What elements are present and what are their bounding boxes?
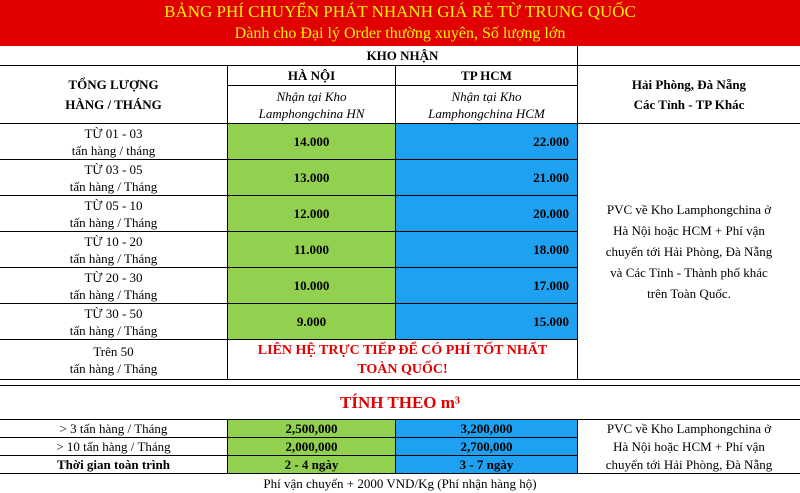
table-row-label: [0, 232, 228, 268]
note-line: trên Toàn Quốc.: [647, 286, 731, 301]
hanoi-price: 10.000: [228, 268, 396, 304]
row-unit: tấn hàng / Tháng: [69, 360, 158, 376]
table-row-label: [0, 196, 228, 232]
note-line: chuyển tới Hải Phòng, Đà Nẵng: [605, 244, 773, 259]
table-row-label: [0, 268, 228, 304]
header-blank-right: [578, 46, 800, 66]
other-line1: Hải Phòng, Đà Nẵng: [631, 76, 747, 92]
row-range: TỪ 05 - 10: [84, 197, 143, 213]
tong-luong-line2: HÀNG / THÁNG: [65, 96, 162, 112]
hanoi-subheader: [228, 86, 396, 124]
row-unit: tấn hàng / Tháng: [69, 178, 158, 194]
hanoi-price: 9.000: [228, 304, 396, 340]
transit-time-label: Thời gian toàn trình: [0, 456, 228, 474]
note-line: chuyển tới Hải Phòng, Đà Nẵng: [605, 457, 773, 472]
row-range: TỪ 10 - 20: [84, 233, 143, 249]
banner: [0, 0, 800, 46]
transit-time-hcm: 3 - 7 ngày: [396, 456, 578, 474]
other-line2: Các Tỉnh - TP Khác: [633, 96, 745, 112]
contact-line1: LIÊN HỆ TRỰC TIẾP ĐỂ CÓ PHÍ TỐT NHẤT: [257, 342, 548, 358]
hanoi-header: HÀ NỘI: [228, 66, 396, 86]
hanoi-price: 11.000: [228, 232, 396, 268]
tong-luong-header: [0, 66, 228, 124]
row-range: Trên 50: [93, 343, 134, 359]
note-line: PVC về Kho Lamphongchina ở: [606, 202, 772, 217]
m3-hcm-price: 3,200,000: [396, 420, 578, 438]
row-range: TỪ 30 - 50: [84, 305, 143, 321]
footer-note: Phí vận chuyển + 2000 VND/Kg (Phí nhận hàng hộ): [263, 476, 537, 491]
contact-message: [228, 340, 578, 380]
row-unit: tấn hàng / Tháng: [69, 286, 158, 302]
hcm-subheader: [396, 86, 578, 124]
row-range: TỪ 20 - 30: [84, 269, 143, 285]
table-row-label: [0, 124, 228, 160]
hanoi-sub-line2: Lamphongchina HN: [258, 105, 365, 121]
row-unit: tấn hàng / Tháng: [69, 322, 158, 338]
delivery-note: [578, 124, 800, 380]
contact-line2: TOÀN QUỐC!: [357, 361, 448, 377]
hcm-price: 18.000: [396, 232, 578, 268]
hanoi-price: 13.000: [228, 160, 396, 196]
table-row-label: [0, 340, 228, 380]
note-line: PVC về Kho Lamphongchina ở: [606, 421, 772, 436]
hanoi-sub-line1: Nhận tại Kho: [276, 88, 347, 104]
row-range: TỪ 01 - 03: [84, 125, 143, 141]
banner-subtitle: Dành cho Đại lý Order thường xuyên, Số lượng lớn: [234, 25, 566, 42]
m3-hcm-price: 2,700,000: [396, 438, 578, 456]
table-row-label: [0, 304, 228, 340]
note-line: và Các Tỉnh - Thành phố khác: [610, 265, 768, 280]
hcm-header: TP HCM: [396, 66, 578, 86]
delivery-note-m3: [578, 420, 800, 474]
hcm-price: 17.000: [396, 268, 578, 304]
row-unit: tấn hàng / tháng: [71, 142, 156, 158]
m3-title: TÍNH THEO m³: [0, 386, 800, 420]
hcm-sub-line1: Nhận tại Kho: [451, 88, 522, 104]
m3-hanoi-price: 2,000,000: [228, 438, 396, 456]
hcm-price: 22.000: [396, 124, 578, 160]
hcm-sub-line2: Lamphongchina HCM: [428, 105, 545, 121]
hanoi-price: 12.000: [228, 196, 396, 232]
header-blank: [0, 46, 228, 66]
hanoi-price: 14.000: [228, 124, 396, 160]
note-line: Hà Nội hoặc HCM + Phí vận: [613, 223, 765, 238]
hcm-price: 20.000: [396, 196, 578, 232]
m3-hanoi-price: 2,500,000: [228, 420, 396, 438]
other-provinces-header: [578, 66, 800, 124]
row-range: TỪ 03 - 05: [84, 161, 143, 177]
m3-row-label: > 10 tấn hàng / Tháng: [0, 438, 228, 456]
note-line: Hà Nội hoặc HCM + Phí vận: [613, 439, 765, 454]
transit-time-hanoi: 2 - 4 ngày: [228, 456, 396, 474]
row-unit: tấn hàng / Tháng: [69, 214, 158, 230]
table-row-label: [0, 160, 228, 196]
row-unit: tấn hàng / Tháng: [69, 250, 158, 266]
banner-title: BẢNG PHÍ CHUYỂN PHÁT NHANH GIÁ RẺ TỪ TRUNG QUỐC: [164, 2, 636, 21]
kho-nhan-header: KHO NHẬN: [228, 46, 578, 66]
hcm-price: 21.000: [396, 160, 578, 196]
tong-luong-line1: TỔNG LƯỢNG: [68, 76, 159, 92]
m3-row-label: > 3 tấn hàng / Tháng: [0, 420, 228, 438]
hcm-price: 15.000: [396, 304, 578, 340]
